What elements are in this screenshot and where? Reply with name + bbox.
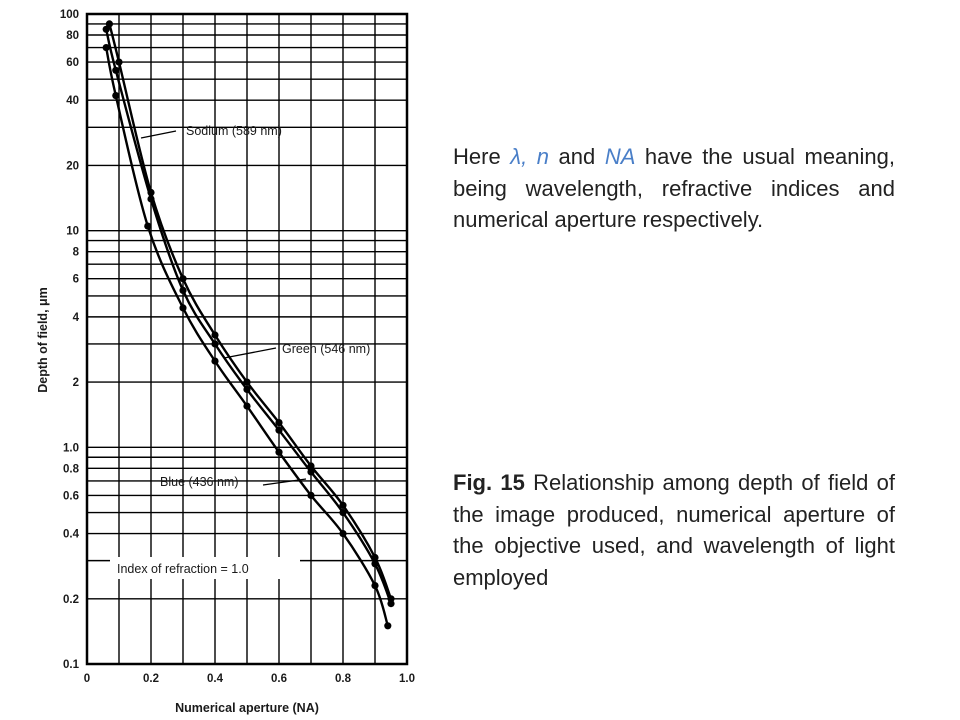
green-point [307,468,314,475]
y-tick-label: 1.0 [63,442,79,455]
blue-point [144,223,151,230]
para1-na: NA [604,144,636,169]
sodium-point [179,275,186,282]
x-tick-label: 0.2 [143,673,159,685]
y-tick-label: 2 [72,377,79,390]
green-point [371,560,378,567]
y-tick-label: 40 [66,95,79,108]
green-label-leader [224,348,276,358]
series-layer [103,20,395,629]
x-tick-label: 1.0 [399,673,415,685]
green-point [275,427,282,434]
y-tick-label: 0.4 [63,528,79,541]
blue-label: Blue (436 nm) [160,475,239,489]
green-point [387,600,394,607]
blue-point [275,449,282,456]
sodium-label-leader [141,131,176,138]
refraction-label: Index of refraction = 1.0 [117,562,249,576]
y-tick-label: 0.6 [63,490,79,503]
y-tick-label: 8 [72,246,79,259]
blue-point [339,530,346,537]
green-point [103,26,110,33]
y-tick-label: 0.2 [63,593,79,606]
x-tick-label: 0 [83,673,91,685]
caption-fig-number: Fig. 15 [453,470,525,495]
figure-caption [453,467,895,593]
explanation-paragraph [453,141,895,236]
x-tick-label: 0.8 [335,673,351,685]
blue-point [112,92,119,99]
x-axis-title: Numerical aperture (NA) [175,701,319,715]
blue-point [371,582,378,589]
green-label: Green (546 nm) [282,342,371,356]
y-tick-label: 20 [66,160,79,173]
blue-point [103,44,110,51]
green-point [147,195,154,202]
para1-rest: have the usual meaning, being wavelength, refractive indices and numerical aperture respectively. [453,144,895,232]
y-tick-label: 100 [59,9,79,21]
y-tick-label: 10 [66,225,79,238]
blue-point [179,304,186,311]
y-tick-label: 80 [66,29,79,42]
sodium-label: Sodium (589 nm) [186,124,282,138]
y-axis-title: Depth of field, μm [36,287,50,393]
caption-text: Relationship among depth of field of the image produced, numerical aperture of the objective used, and wavelength of light employed [453,470,896,590]
y-tick-label: 6 [72,273,79,286]
para1-here: Here [453,144,511,169]
green-point [339,509,346,516]
sodium-point [115,59,122,66]
y-tick-label: 4 [72,311,79,324]
x-tick-label: 0.4 [207,673,223,685]
x-tick-label: 0.6 [271,673,287,685]
green-point [211,340,218,347]
para1-and: and [548,144,605,169]
green-point [112,67,119,74]
blue-point [307,492,314,499]
sodium-point [211,331,218,338]
green-point [243,386,250,393]
para1-lambda-n: λ, n [510,144,549,169]
green-point [179,287,186,294]
blue-point [243,403,250,410]
y-tick-label: 0.1 [63,659,79,671]
y-tick-label: 0.8 [63,463,79,476]
blue-point [211,358,218,365]
y-tick-label: 60 [66,57,79,70]
blue-point [384,622,391,629]
